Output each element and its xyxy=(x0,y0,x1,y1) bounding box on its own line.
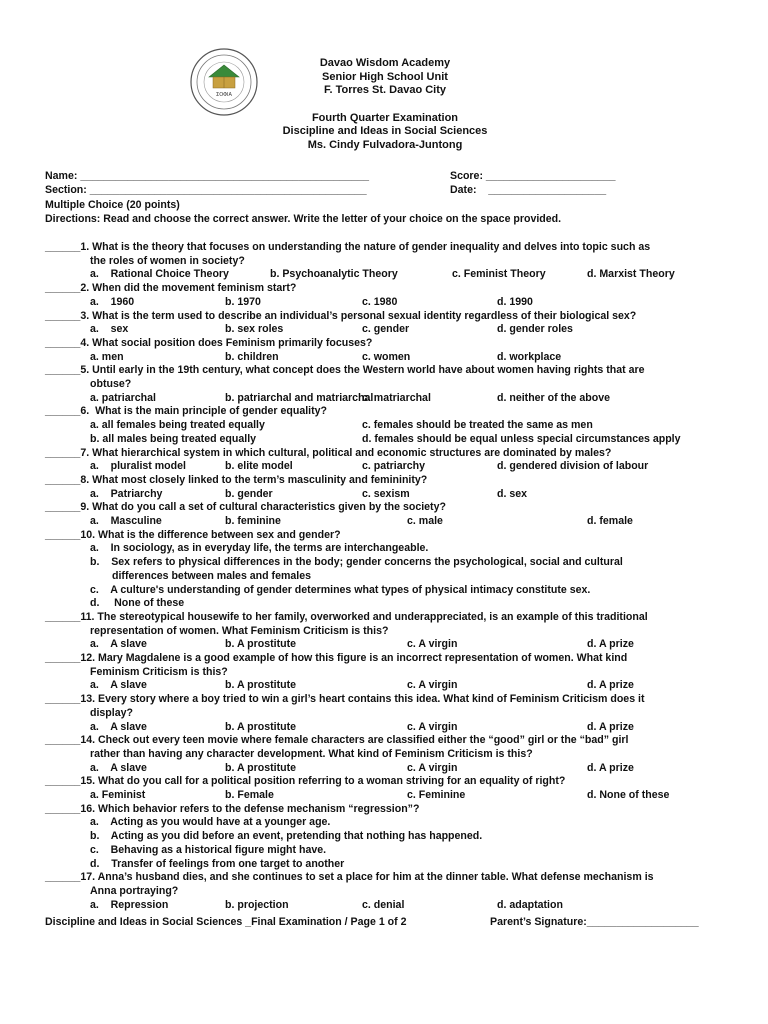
answer-option: c. Feminist Theory xyxy=(452,268,546,281)
question-stem: ______5. Until early in the 19th century, what concept does the Western world have about women having rights that are xyxy=(45,364,645,377)
question-stem: ______11. The stereotypical housewife to her family, overworked and underappreciated, is an example of this traditional xyxy=(45,610,648,623)
answer-option: b. Female xyxy=(225,789,274,801)
answer-option: c. women xyxy=(362,350,411,363)
answer-option: b. sex roles xyxy=(225,323,284,336)
answer-option: d. None of these xyxy=(90,597,185,610)
question-stem: ______16. Which behavior refers to the defense mechanism “regression”? xyxy=(45,802,420,815)
answer-option: differences between males and females xyxy=(112,569,312,582)
question-stem-continued: representation of women. What Feminism Criticism is this? xyxy=(90,624,389,637)
answer-option: d. Marxist Theory xyxy=(587,268,675,281)
question-stem-continued: rather than having any character development. What kind of Feminism Criticism is this? xyxy=(90,747,533,760)
answer-option: b. Sex refers to physical differences in the body; gender concerns the psychological, social and cultural xyxy=(90,556,623,569)
answer-option: d. 1990 xyxy=(497,295,533,308)
answer-option: a. A slave xyxy=(90,638,147,651)
answer-option: a. men xyxy=(90,350,124,363)
answer-option: b. gender xyxy=(225,487,273,500)
question-stem: ______1. What is the theory that focuses on understanding the nature of gender inequality and delves into topic such as xyxy=(45,241,651,253)
answer-option: a. Rational Choice Theory xyxy=(90,268,229,281)
answer-option: a. A slave xyxy=(90,720,147,733)
answer-option: b. all males being treated equally xyxy=(90,432,257,445)
answer-option: b. children xyxy=(225,350,279,363)
answer-option: a. A slave xyxy=(90,761,147,774)
question-stem-continued: display? xyxy=(90,706,133,719)
answer-option: c. A virgin xyxy=(407,679,458,692)
answer-option: b. A prostitute xyxy=(225,679,297,692)
school-unit: Senior High School Unit xyxy=(322,71,448,83)
answer-option: c. denial xyxy=(362,898,405,911)
answer-option: d. A prize xyxy=(587,638,634,651)
answer-option: d. gender roles xyxy=(497,323,573,336)
answer-option: c. A virgin xyxy=(407,638,458,651)
answer-option: c. 1980 xyxy=(362,295,398,308)
question-stem-continued: Anna portraying? xyxy=(90,884,179,897)
subject-title: Discipline and Ideas in Social Sciences xyxy=(282,125,488,137)
answer-option: d. A prize xyxy=(587,761,634,774)
footer-left: Discipline and Ideas in Social Sciences _Final Examination / Page 1 of 2 xyxy=(45,916,407,928)
answer-option: c. A virgin xyxy=(407,761,458,774)
answer-option: a. Masculine xyxy=(90,515,162,527)
answer-option: a. Acting as you would have at a younger age. xyxy=(90,816,331,829)
question-stem-continued: the roles of women in society? xyxy=(90,254,245,267)
part-heading: Multiple Choice (20 points) xyxy=(45,199,180,211)
answer-option: c. A virgin xyxy=(407,720,458,733)
date-field[interactable]: Date: ____________________ xyxy=(450,184,607,196)
question-stem: ______4. What social position does Feminism primarily focuses? xyxy=(45,336,373,349)
question-stem: ______7. What hierarchical system in which cultural, political and economic structures are dominated by males? xyxy=(45,446,612,459)
question-stem: ______8. What most closely linked to the term’s masculinity and femininity? xyxy=(45,473,428,486)
answer-option: a. patriarchal xyxy=(90,391,156,404)
section-field[interactable]: Section: _______________________________________________ xyxy=(45,184,367,196)
answer-option: d. neither of the above xyxy=(497,391,611,404)
answer-option: a. In sociology, as in everyday life, the terms are interchangeable. xyxy=(90,542,429,555)
answer-option: d. adaptation xyxy=(497,898,563,911)
question-stem: ______9. What do you call a set of cultural characteristics given by the society? xyxy=(45,501,446,514)
question-stem: ______6. What is the main principle of gender equality? xyxy=(45,405,327,418)
answer-option: a. A slave xyxy=(90,679,147,692)
question-stem: ______10. What is the difference between sex and gender? xyxy=(45,528,341,541)
answer-option: d. None of these xyxy=(587,789,670,801)
school-address: F. Torres St. Davao City xyxy=(323,84,447,96)
answer-option: d. Transfer of feelings from one target to another xyxy=(90,857,345,870)
directions: Directions: Read and choose the correct answer. Write the letter of your choice on the space provided. xyxy=(45,213,562,225)
answer-option: c. Feminine xyxy=(407,789,466,801)
seal-text: ΣΟΦΙΑ xyxy=(216,92,232,98)
answer-option: c. patriarchy xyxy=(362,460,426,473)
question-stem: ______2. When did the movement feminism start? xyxy=(45,282,297,295)
answer-option: d. gendered division of labour xyxy=(497,460,649,473)
question-stem: ______14. Check out every teen movie where female characters are classified either the “good” girl or the “bad” girl xyxy=(45,734,629,747)
answer-option: d. females should be equal unless special circumstances apply xyxy=(362,432,681,445)
question-stem-continued: obtuse? xyxy=(90,378,132,390)
question-stem: ______17. Anna’s husband dies, and she continues to set a place for him at the dinner table. What defense mechanism is xyxy=(45,871,654,884)
answer-option: b. A prostitute xyxy=(225,720,297,733)
answer-option: c. sexism xyxy=(362,487,410,500)
answer-option: c. matriarchal xyxy=(362,391,431,404)
answer-option: b. patriarchal and matriarchal xyxy=(225,391,374,404)
question-stem: ______13. Every story where a boy tried to win a girl’s heart contains this idea. What kind of Feminism Criticism does it xyxy=(45,693,645,706)
answer-option: d. sex xyxy=(497,487,528,500)
answer-option: a. Feminist xyxy=(90,789,146,801)
answer-option: b. Acting as you did before an event, pretending that nothing has happened. xyxy=(90,830,483,843)
answer-option: a. Repression xyxy=(90,898,169,911)
answer-option: b. feminine xyxy=(225,515,281,527)
answer-option: a. sex xyxy=(90,323,129,336)
answer-option: c. females should be treated the same as men xyxy=(362,419,593,432)
answer-option: c. Behaving as a historical figure might have. xyxy=(90,843,327,856)
answer-option: d. A prize xyxy=(587,679,634,692)
name-field[interactable]: Name: _________________________________________________ xyxy=(45,170,370,182)
parent-signature-field[interactable]: Parent’s Signature:___________________ xyxy=(490,916,699,928)
teacher-name: Ms. Cindy Fulvadora-Juntong xyxy=(307,139,463,151)
school-name: Davao Wisdom Academy xyxy=(319,57,451,69)
score-field[interactable]: Score: ______________________ xyxy=(450,170,616,182)
answer-option: b. elite model xyxy=(225,460,293,473)
question-stem-continued: Feminism Criticism is this? xyxy=(90,665,228,678)
answer-option: c. male xyxy=(407,515,443,527)
answer-option: c. gender xyxy=(362,323,410,336)
answer-option: d. A prize xyxy=(587,720,634,733)
answer-option: b. Psychoanalytic Theory xyxy=(270,268,398,281)
answer-option: a. all females being treated equally xyxy=(90,419,265,432)
question-stem: ______12. Mary Magdalene is a good example of how this figure is an incorrect representation of women. What kind xyxy=(45,652,628,664)
answer-option: c. A culture's understanding of gender determines what types of physical intimacy constitute sex. xyxy=(90,583,591,596)
answer-option: d. female xyxy=(587,515,633,527)
answer-option: d. workplace xyxy=(497,350,562,363)
question-stem: ______15. What do you call for a political position referring to a woman striving for an equality of right? xyxy=(45,775,566,788)
answer-option: a. Patriarchy xyxy=(90,487,163,500)
answer-option: b. A prostitute xyxy=(225,638,297,651)
answer-option: a. pluralist model xyxy=(90,460,186,473)
exam-title: Fourth Quarter Examination xyxy=(311,112,459,124)
answer-option: a. 1960 xyxy=(90,295,135,308)
answer-option: b. projection xyxy=(225,898,289,911)
question-stem: ______3. What is the term used to describe an individual’s personal sexual identity regardless of their biological sex? xyxy=(45,309,637,322)
answer-option: b. 1970 xyxy=(225,295,261,308)
answer-option: b. A prostitute xyxy=(225,761,297,774)
